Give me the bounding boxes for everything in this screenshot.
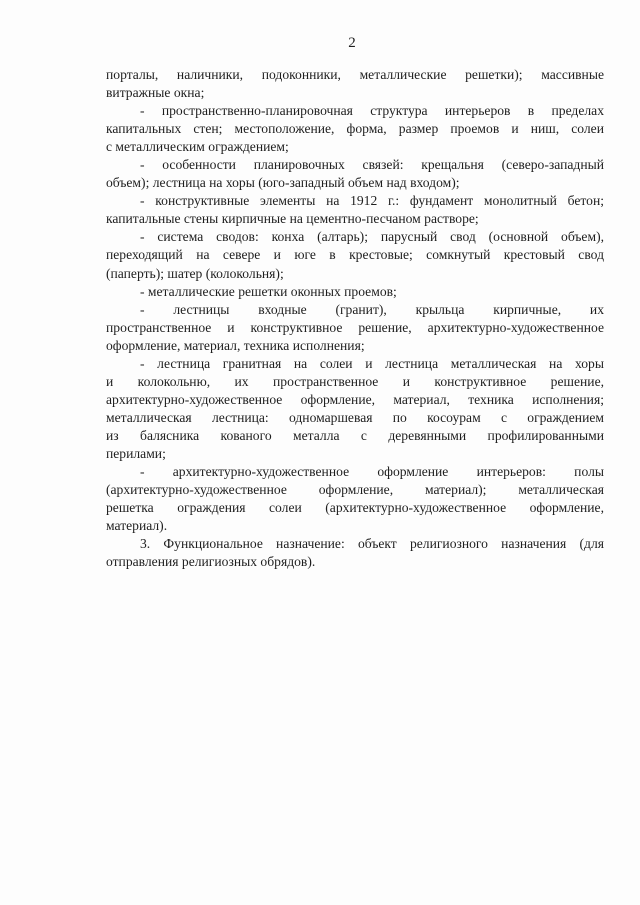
document-body: [106, 66, 604, 571]
text-line: металлическая лестница: одномаршевая по косоурам с ограждением: [106, 409, 604, 425]
text-line: (архитектурно-художественное оформление, материал); металлическая: [106, 482, 604, 498]
text-line: (паперть); шатер (колокольня);: [106, 265, 284, 281]
text-line: материал).: [106, 518, 168, 534]
text-line: с металлическим ограждением;: [106, 139, 289, 155]
text-line: переходящий на севере и юге в крестовые; сомкнутый крестовый свод: [106, 247, 604, 263]
text-line: - пространственно-планировочная структура интерьеров в пределах: [140, 103, 604, 119]
text-line: - система сводов: конха (алтарь); парусный свод (основной объем),: [140, 229, 604, 245]
text-line: из балясника кованого металла с деревянными профилированными: [106, 427, 604, 443]
text-line: - лестницы входные (гранит), крыльца кирпичные, их: [140, 301, 604, 317]
text-line: пространственное и конструктивное решение, архитектурно-художественное: [106, 319, 604, 335]
text-line: отправления религиозных обрядов).: [106, 554, 316, 570]
text-line: оформление, материал, техника исполнения;: [106, 337, 365, 353]
text-line: - лестница гранитная на солеи и лестница металлическая на хоры: [140, 355, 604, 371]
text-line: архитектурно-художественное оформление, материал, техника исполнения;: [106, 391, 604, 407]
text-line: капитальные стены кирпичные на цементно-песчаном растворе;: [106, 211, 479, 227]
text-line: порталы, наличники, подоконники, металлические решетки); массивные: [106, 67, 604, 82]
text-line: - особенности планировочных связей: крещальня (северо-западный: [140, 157, 604, 173]
text-line: перилами;: [106, 445, 166, 461]
text-line: - металлические решетки оконных проемов;: [140, 283, 397, 299]
text-line: - конструктивные элементы на 1912 г.: фундамент монолитный бетон;: [140, 193, 604, 209]
text-line: и колокольню, их пространственное и конструктивное решение,: [106, 373, 604, 389]
text-line: объем); лестница на хоры (юго-западный объем над входом);: [106, 175, 460, 191]
text-line: - архитектурно-художественное оформление интерьеров: полы: [140, 464, 604, 480]
text-line: решетка ограждения солеи (архитектурно-художественное оформление,: [106, 500, 604, 516]
text-line: 3. Функциональное назначение: объект религиозного назначения (для: [140, 536, 604, 552]
text-line: витражные окна;: [106, 85, 205, 101]
text-line: капитальных стен; местоположение, форма, размер проемов и ниш, солеи: [106, 121, 604, 137]
page-number: 2: [348, 35, 356, 51]
